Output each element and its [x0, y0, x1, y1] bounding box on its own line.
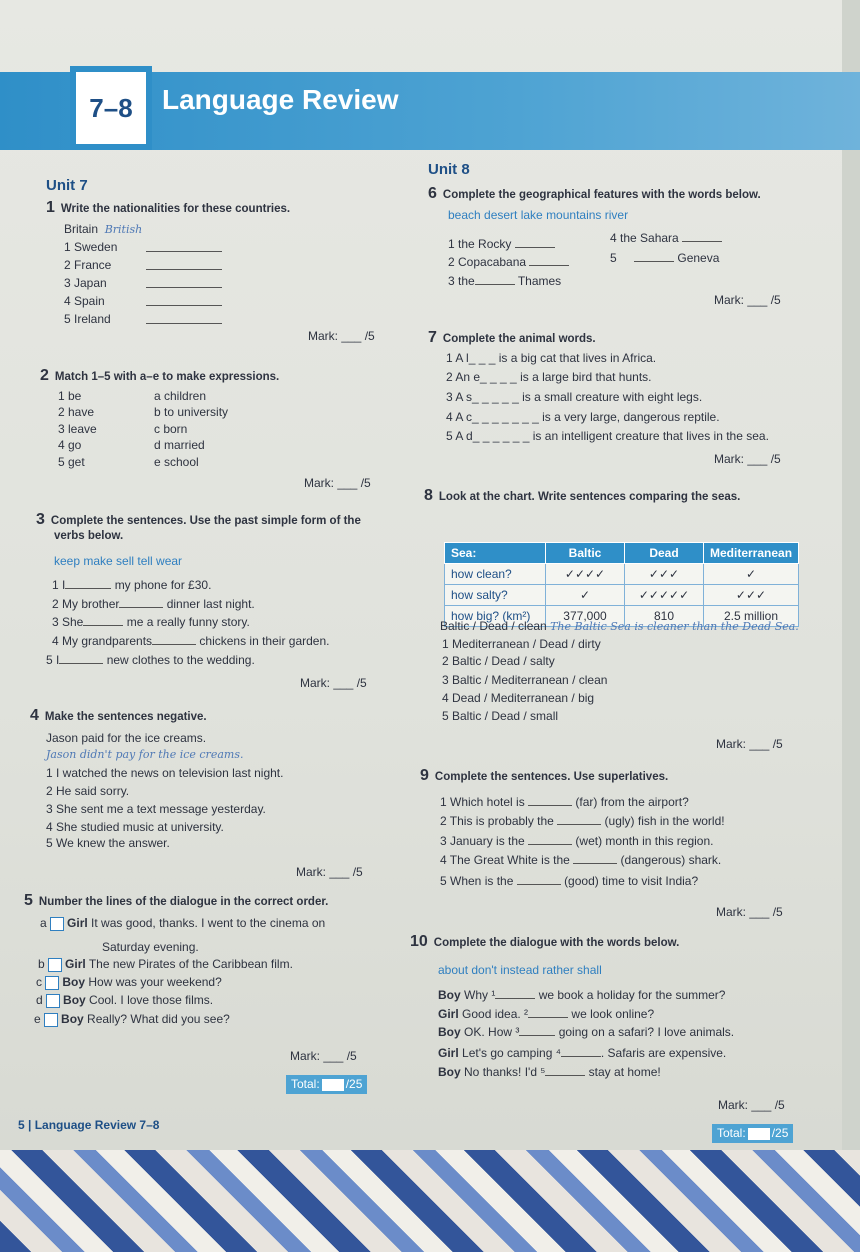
- ex8-item: 4 Dead / Mediterranean / big: [442, 691, 595, 705]
- answer-blank[interactable]: [545, 1064, 585, 1076]
- ex1-item: 1 Sweden: [64, 240, 118, 254]
- ex9-item: 3 January is the (wet) month in this region.: [440, 834, 714, 848]
- ex10-line: Girl Let's go camping ⁴ . Safaris are expensive.: [438, 1046, 727, 1060]
- answer-blank[interactable]: [557, 813, 601, 825]
- chart-column-header: Sea:: [445, 543, 546, 564]
- ex4-instruction: 4 Make the sentences negative.: [30, 707, 207, 724]
- ex2-right-item: c born: [154, 422, 188, 436]
- ex7-item: 5 A d_ _ _ _ _ _ is an intelligent creature that lives in the sea.: [446, 429, 769, 443]
- ex2-left-item: 4 go: [58, 438, 82, 452]
- ex4-item: 3 She sent me a text message yesterday.: [46, 802, 266, 816]
- ex7-item: 2 An e_ _ _ _ is a large bird that hunts.: [446, 370, 652, 384]
- answer-blank[interactable]: [146, 240, 222, 252]
- ex10-line: Boy No thanks! I'd ⁵ stay at home!: [438, 1065, 661, 1079]
- dialogue-line-cont: Saturday evening.: [102, 940, 199, 954]
- dialogue-line: a Girl It was good, thanks. I went to the cinema on: [40, 916, 326, 930]
- answer-blank[interactable]: [515, 236, 555, 248]
- ex4-item: 5 We knew the answer.: [46, 836, 170, 850]
- ex6-item: 4 the Sahara: [610, 230, 722, 246]
- unit8-total: Total: /25: [712, 1124, 793, 1143]
- ex1-item: 2 France: [64, 258, 112, 272]
- answer-blank[interactable]: [152, 633, 196, 645]
- ex1-mark: Mark: ___ /5: [308, 329, 375, 343]
- ex2-right-item: b to university: [154, 405, 229, 419]
- chart-column-header: Dead: [625, 543, 704, 564]
- chart-row-label: how big? (km²): [445, 606, 546, 627]
- ex4-item: 2 He said sorry.: [46, 784, 130, 798]
- chart-cell: ✓: [546, 585, 625, 606]
- ex2-left-item: 3 leave: [58, 422, 97, 436]
- unit7-heading: Unit 7: [46, 177, 88, 194]
- dialogue-line: e Boy Really? What did you see?: [34, 1012, 230, 1026]
- ex10-mark: Mark: ___ /5: [718, 1098, 785, 1112]
- ex5-instruction: 5 Number the lines of the dialogue in the correct order.: [24, 892, 329, 909]
- answer-blank[interactable]: [528, 794, 572, 806]
- ex10-word-box: about don't instead rather shall: [438, 963, 602, 977]
- ex4-example-answer: Jason didn't pay for the ice creams.: [46, 748, 244, 761]
- answer-blank[interactable]: [146, 294, 222, 306]
- ex8-mark: Mark: ___ /5: [716, 737, 783, 751]
- chart-row: [445, 585, 799, 606]
- ex2-mark: Mark: ___ /5: [304, 476, 371, 490]
- order-checkbox[interactable]: [44, 1013, 58, 1027]
- ex4-item: 4 She studied music at university.: [46, 820, 224, 834]
- answer-blank[interactable]: [495, 987, 535, 999]
- ex9-mark: Mark: ___ /5: [716, 905, 783, 919]
- ex4-item: 1 I watched the news on television last night.: [46, 766, 284, 780]
- chart-cell: ✓✓✓: [625, 564, 704, 585]
- chart-cell: 377,000: [546, 606, 625, 627]
- answer-blank[interactable]: [146, 276, 222, 288]
- answer-blank[interactable]: [573, 852, 617, 864]
- answer-blank[interactable]: [65, 577, 111, 589]
- sea-comparison-chart: [444, 542, 799, 627]
- answer-blank[interactable]: [682, 230, 722, 242]
- ex9-item: 5 When is the (good) time to visit India?: [440, 874, 699, 888]
- page-footer: 5 | Language Review 7–8: [18, 1118, 160, 1132]
- answer-blank[interactable]: [517, 873, 561, 885]
- chart-cell: ✓✓✓: [704, 585, 799, 606]
- ex10-line: Boy OK. How ³ going on a safari? I love animals.: [438, 1025, 735, 1039]
- ex6-word-box: beach desert lake mountains river: [448, 208, 629, 222]
- ex9-item: 1 Which hotel is (far) from the airport?: [440, 795, 689, 809]
- order-checkbox[interactable]: [45, 976, 59, 990]
- answer-blank[interactable]: [146, 258, 222, 270]
- ex3-item: 2 My brother dinner last night.: [52, 597, 255, 611]
- ex3-word-box: keep make sell tell wear: [54, 554, 183, 568]
- unit8-heading: Unit 8: [428, 161, 470, 178]
- ex3-item: 3 She me a really funny story.: [52, 615, 250, 629]
- ex3-instruction: 3 Complete the sentences. Use the past simple form of the: [36, 511, 361, 528]
- ex6-instruction: 6 Complete the geographical features with the words below.: [428, 185, 761, 202]
- ex6-item: 5 Geneva: [610, 251, 720, 265]
- ex4-mark: Mark: ___ /5: [296, 865, 363, 879]
- total-box[interactable]: [748, 1128, 770, 1140]
- ex8-item: 2 Baltic / Dead / salty: [442, 654, 555, 668]
- ex5-mark: Mark: ___ /5: [290, 1049, 357, 1063]
- ex7-item: 4 A c_ _ _ _ _ _ _ is a very large, dangerous reptile.: [446, 410, 720, 424]
- ex3-instruction-cont: verbs below.: [54, 530, 124, 542]
- chart-header-row: [445, 543, 799, 564]
- chart-row: [445, 564, 799, 585]
- ex3-item: 4 My grandparents chickens in their garden.: [52, 634, 330, 648]
- ex3-mark: Mark: ___ /5: [300, 676, 367, 690]
- ex8-item: 5 Baltic / Dead / small: [442, 709, 559, 723]
- unit-badge: 7–8: [70, 66, 152, 150]
- ex10-line: Girl Good idea. ² we look online?: [438, 1007, 655, 1021]
- unit7-total: Total: /25: [286, 1075, 367, 1094]
- ex3-item: 1 I my phone for £30.: [52, 578, 212, 592]
- ex2-right-item: e school: [154, 455, 199, 469]
- ex7-item: 1 A l_ _ _ is a big cat that lives in Africa.: [446, 351, 657, 365]
- ex6-item: 2 Copacabana: [448, 254, 569, 270]
- order-checkbox[interactable]: [48, 958, 62, 972]
- ex7-instruction: 7 Complete the animal words.: [428, 329, 596, 346]
- answer-blank[interactable]: [119, 596, 163, 608]
- ex2-instruction: 2 Match 1–5 with a–e to make expressions.: [40, 367, 280, 384]
- ex9-instruction: 9 Complete the sentences. Use superlatives.: [420, 767, 669, 784]
- ex1-item: 3 Japan: [64, 276, 107, 290]
- tablecloth-background: [0, 1150, 860, 1252]
- order-checkbox[interactable]: [50, 917, 64, 931]
- answer-blank[interactable]: [519, 1024, 555, 1036]
- answer-blank[interactable]: [634, 250, 674, 262]
- chart-column-header: Mediterranean: [704, 543, 799, 564]
- dialogue-line: d Boy Cool. I love those films.: [36, 993, 214, 1007]
- dialogue-line: b Girl The new Pirates of the Caribbean film.: [38, 957, 293, 971]
- ex2-left-item: 1 be: [58, 389, 82, 403]
- chart-cell: 2.5 million: [704, 606, 799, 627]
- ex9-item: 4 The Great White is the (dangerous) shark.: [440, 853, 722, 867]
- answer-blank[interactable]: [475, 273, 515, 285]
- ex1-item: 4 Spain: [64, 294, 105, 308]
- ex8-item: 1 Mediterranean / Dead / dirty: [442, 637, 601, 651]
- order-checkbox[interactable]: [46, 994, 60, 1008]
- ex7-item: 3 A s_ _ _ _ _ is a small creature with eight legs.: [446, 390, 703, 404]
- total-box[interactable]: [322, 1079, 344, 1091]
- chart-cell: 810: [625, 606, 704, 627]
- ex6-item: 3 the Thames: [448, 274, 562, 288]
- next-page-edge: [842, 0, 860, 1150]
- ex8-example: Baltic / Dead / clean The Baltic Sea is cleaner than the Dead Sea.: [440, 619, 799, 633]
- chart-row-label: how salty?: [445, 585, 546, 606]
- ex10-line: Boy Why ¹ we book a holiday for the summer?: [438, 988, 726, 1002]
- answer-blank[interactable]: [561, 1045, 601, 1057]
- answer-blank[interactable]: [59, 652, 103, 664]
- ex9-item: 2 This is probably the (ugly) fish in the world!: [440, 814, 725, 828]
- chart-cell: ✓✓✓✓: [546, 564, 625, 585]
- dialogue-line: c Boy How was your weekend?: [36, 975, 222, 989]
- answer-blank[interactable]: [83, 614, 123, 626]
- ex4-example: Jason paid for the ice creams.: [46, 731, 207, 745]
- ex3-item: 5 I new clothes to the wedding.: [46, 653, 255, 667]
- ex1-instruction: 1 Write the nationalities for these countries.: [46, 199, 291, 216]
- ex2-right-item: d married: [154, 438, 205, 452]
- ex2-right-item: a children: [154, 389, 207, 403]
- ex7-mark: Mark: ___ /5: [714, 452, 781, 466]
- ex6-item: 1 the Rocky: [448, 236, 555, 252]
- ex1-item: 5 Ireland: [64, 312, 111, 326]
- ex6-mark: Mark: ___ /5: [714, 293, 781, 307]
- page-title: Language Review: [162, 84, 399, 115]
- answer-blank[interactable]: [146, 312, 222, 324]
- chart-cell: ✓: [704, 564, 799, 585]
- ex8-item: 3 Baltic / Mediterranean / clean: [442, 673, 608, 687]
- ex2-left-item: 2 have: [58, 405, 95, 419]
- answer-blank[interactable]: [528, 1006, 568, 1018]
- ex1-example: Britain British: [64, 222, 143, 236]
- chart-column-header: Baltic: [546, 543, 625, 564]
- ex8-instruction: 8 Look at the chart. Write sentences comparing the seas.: [424, 487, 741, 504]
- chart-row-label: how clean?: [445, 564, 546, 585]
- answer-blank[interactable]: [529, 254, 569, 266]
- chart-cell: ✓✓✓✓✓: [625, 585, 704, 606]
- ex10-instruction: 10 Complete the dialogue with the words below.: [410, 933, 680, 950]
- ex2-left-item: 5 get: [58, 455, 85, 469]
- answer-blank[interactable]: [528, 833, 572, 845]
